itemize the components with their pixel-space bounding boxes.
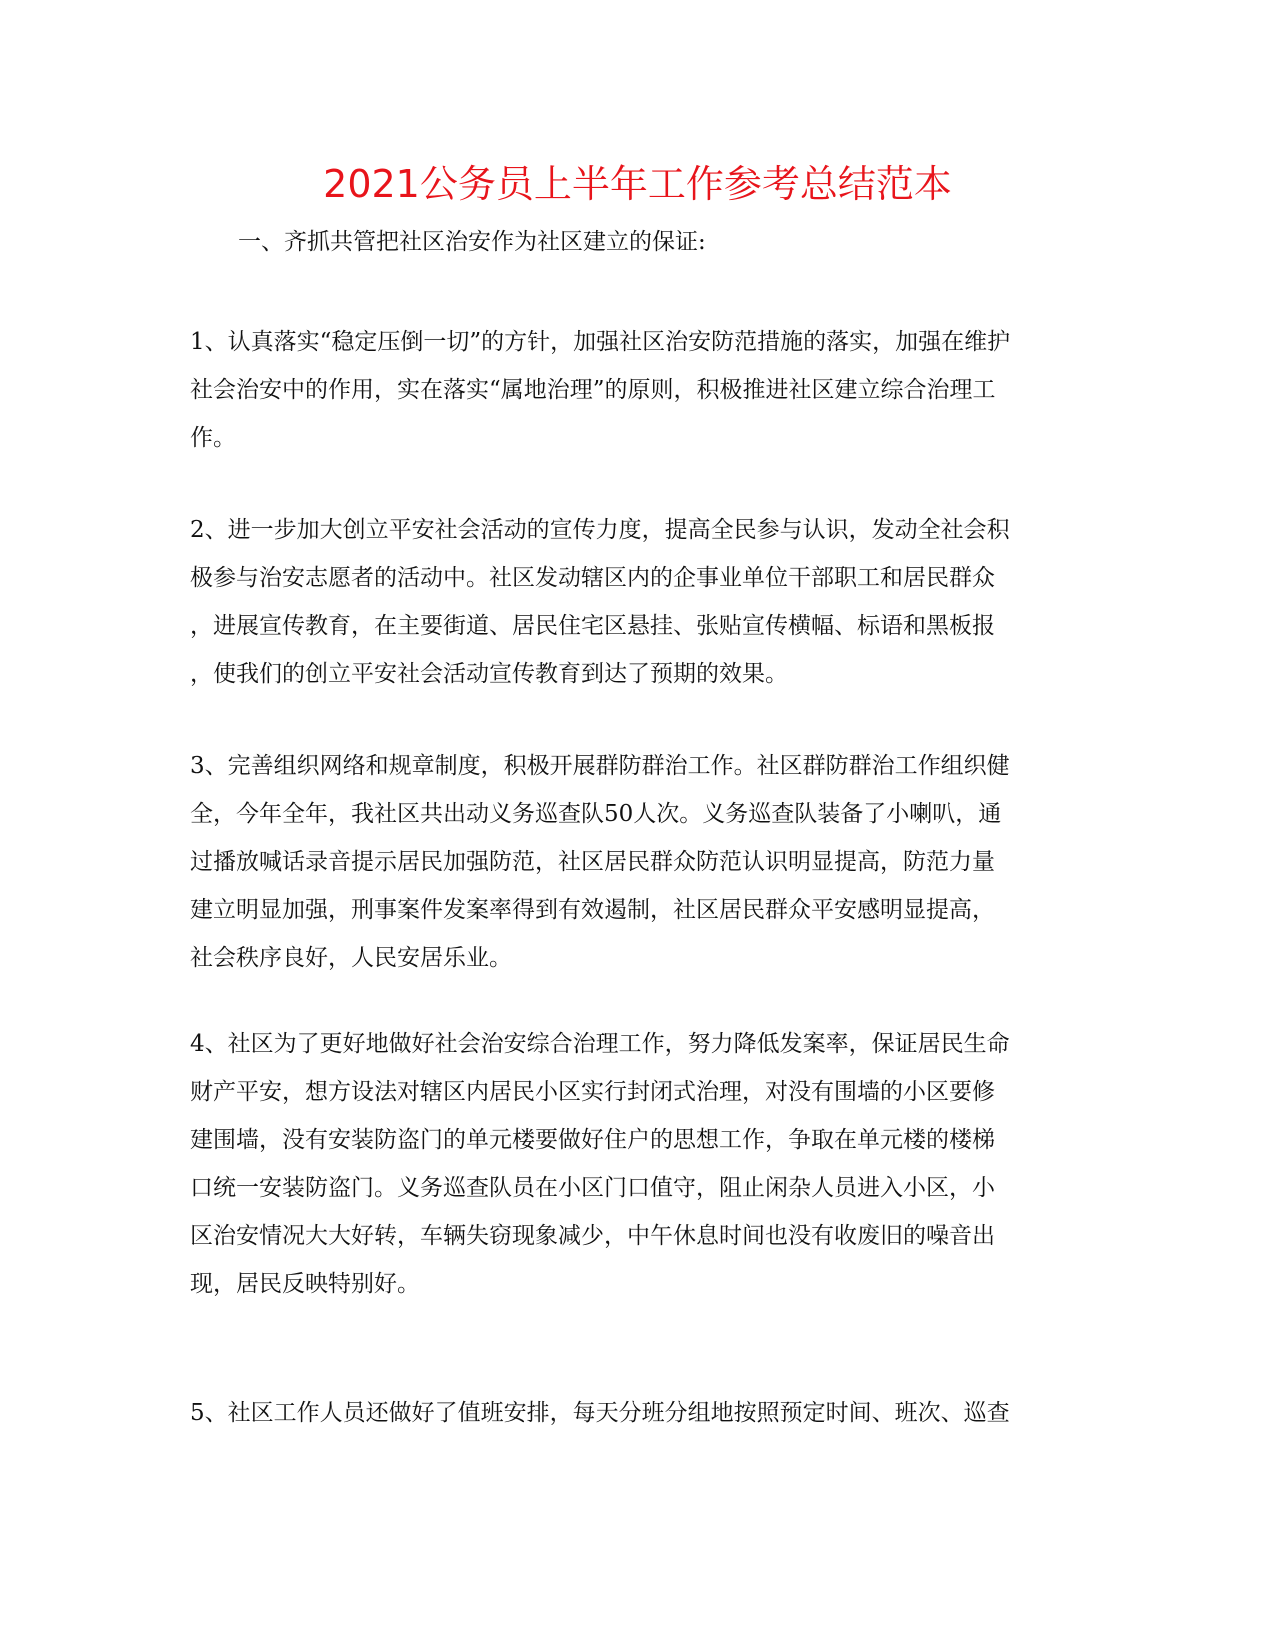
paragraph-line: 建围墙，没有安装防盗门的单元楼要做好住户的思想工作，争取在单元楼的楼梯 [190, 1127, 995, 1153]
paragraph-line: 5、社区工作人员还做好了值班安排，每天分班分组地按照预定时间、班次、巡查 [190, 1400, 1010, 1426]
paragraph-line: 区治安情况大大好转，车辆失窃现象减少，中午休息时间也没有收废旧的噪音出 [190, 1223, 995, 1249]
paragraph-line: 社会治安中的作用，实在落实“属地治理”的原则，积极推进社区建立综合治理工 [190, 377, 996, 403]
paragraph-3 [190, 742, 1080, 982]
paragraph-line: 财产平安，想方设法对辖区内居民小区实行封闭式治理，对没有围墙的小区要修 [190, 1079, 995, 1105]
paragraph-2 [190, 506, 1080, 698]
paragraph-line: 4、社区为了更好地做好社会治安综合治理工作，努力降低发案率，保证居民生命 [190, 1031, 1010, 1057]
paragraph-line: 极参与治安志愿者的活动中。社区发动辖区内的企事业单位干部职工和居民群众 [190, 565, 995, 591]
paragraph-line: 作。 [190, 425, 236, 451]
paragraph-line: 全，今年全年，我社区共出动义务巡查队50人次。义务巡查队装备了小喇叭，通 [190, 801, 1002, 827]
paragraph-line: 1、认真落实“稳定压倒一切”的方针，加强社区治安防范措施的落实，加强在维护 [190, 329, 1011, 355]
section-heading: 一、齐抓共管把社区治安作为社区建立的保证: [238, 229, 706, 255]
paragraph-line: ，进展宣传教育，在主要街道、居民住宅区悬挂、张贴宣传横幅、标语和黑板报 [190, 613, 995, 639]
paragraph-5 [190, 1389, 1080, 1437]
paragraph-line: 过播放喊话录音提示居民加强防范，社区居民群众防范认识明显提高，防范力量 [190, 849, 995, 875]
paragraph-line: 现，居民反映特别好。 [190, 1271, 420, 1297]
paragraph-4 [190, 1020, 1080, 1308]
paragraph-1 [190, 318, 1080, 462]
paragraph-line: 口统一安装防盗门。义务巡查队员在小区门口值守，阻止闲杂人员进入小区，小 [190, 1175, 995, 1201]
paragraph-line: 2、进一步加大创立平安社会活动的宣传力度，提高全民参与认识，发动全社会积 [190, 517, 1010, 543]
document-title: 2021公务员上半年工作参考总结范本 [323, 162, 952, 206]
paragraph-line: ，使我们的创立平安社会活动宣传教育到达了预期的效果。 [190, 661, 788, 687]
paragraph-line: 建立明显加强，刑事案件发案率得到有效遏制，社区居民群众平安感明显提高， [190, 897, 995, 923]
paragraph-line: 3、完善组织网络和规章制度，积极开展群防群治工作。社区群防群治工作组织健 [190, 753, 1010, 779]
paragraph-line: 社会秩序良好，人民安居乐业。 [190, 945, 512, 971]
